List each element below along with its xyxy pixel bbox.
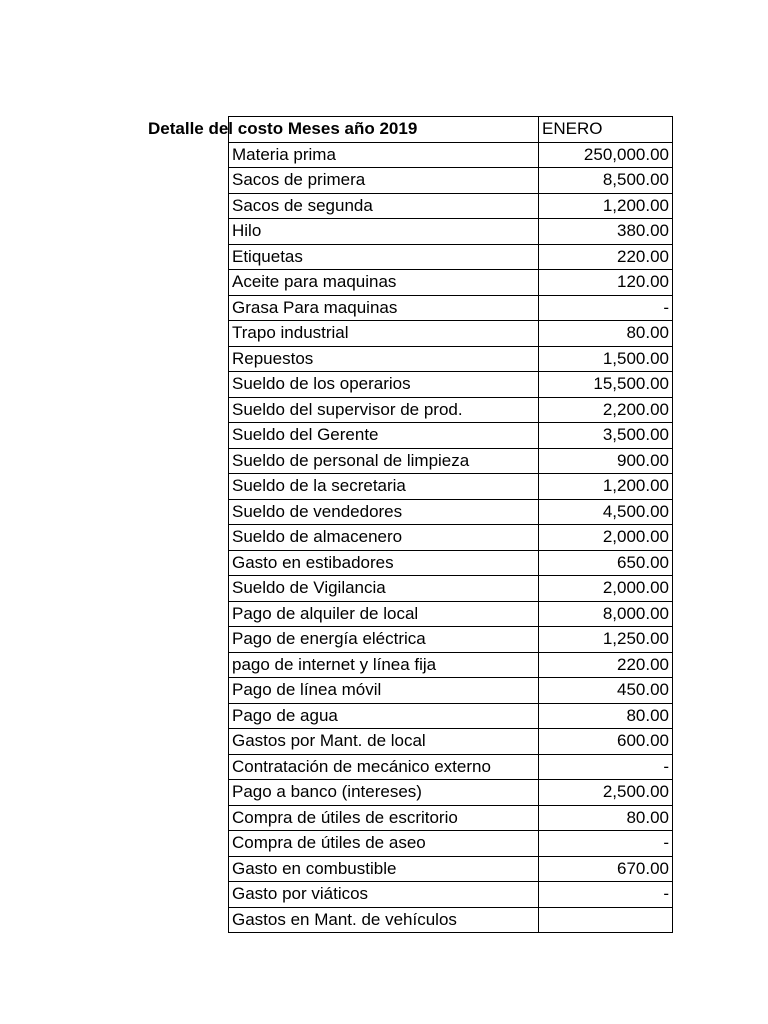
- table-row: [229, 780, 673, 806]
- row-value: 2,000.00: [539, 576, 673, 602]
- table-row: [229, 397, 673, 423]
- row-concept: Trapo industrial: [229, 321, 539, 347]
- row-value: 80.00: [539, 805, 673, 831]
- row-concept: Materia prima: [229, 142, 539, 168]
- row-value: 220.00: [539, 244, 673, 270]
- table-row: [229, 703, 673, 729]
- table-row: [229, 831, 673, 857]
- table-row: [229, 270, 673, 296]
- row-concept: Repuestos: [229, 346, 539, 372]
- row-value: 2,000.00: [539, 525, 673, 551]
- row-concept: Aceite para maquinas: [229, 270, 539, 296]
- table-row: [229, 652, 673, 678]
- table-row: [229, 627, 673, 653]
- row-value: 1,500.00: [539, 346, 673, 372]
- row-concept: Gasto por viáticos: [229, 882, 539, 908]
- row-concept: pago de internet y línea fija: [229, 652, 539, 678]
- row-value: 670.00: [539, 856, 673, 882]
- table-row: [229, 219, 673, 245]
- row-value: [539, 907, 673, 933]
- table-row: [229, 678, 673, 704]
- row-concept: Pago de energía eléctrica: [229, 627, 539, 653]
- row-concept: Pago de alquiler de local: [229, 601, 539, 627]
- row-concept: Sueldo del Gerente: [229, 423, 539, 449]
- table-row: [229, 499, 673, 525]
- row-value: 80.00: [539, 321, 673, 347]
- row-value: 900.00: [539, 448, 673, 474]
- table-row: [229, 576, 673, 602]
- table-row: [229, 321, 673, 347]
- row-value: 8,000.00: [539, 601, 673, 627]
- row-value: 15,500.00: [539, 372, 673, 398]
- table-row: [229, 372, 673, 398]
- row-value: 1,200.00: [539, 193, 673, 219]
- table-row: [229, 142, 673, 168]
- row-concept: Hilo: [229, 219, 539, 245]
- table-row: [229, 856, 673, 882]
- table-row: [229, 729, 673, 755]
- row-concept: Sueldo de almacenero: [229, 525, 539, 551]
- row-value: 600.00: [539, 729, 673, 755]
- row-concept: Pago a banco (intereses): [229, 780, 539, 806]
- table-row: [229, 474, 673, 500]
- page-title: Detalle del costo Meses año 2019: [148, 119, 418, 138]
- table-row: [229, 525, 673, 551]
- row-value: 8,500.00: [539, 168, 673, 194]
- table-body: [229, 142, 673, 933]
- row-value: 2,500.00: [539, 780, 673, 806]
- table-row: [229, 295, 673, 321]
- row-concept: Pago de agua: [229, 703, 539, 729]
- row-concept: Sueldo de personal de limpieza: [229, 448, 539, 474]
- row-value: 1,250.00: [539, 627, 673, 653]
- table-row: [229, 193, 673, 219]
- row-value: -: [539, 754, 673, 780]
- row-concept: Sueldo de los operarios: [229, 372, 539, 398]
- table-row: [229, 754, 673, 780]
- table-row: [229, 346, 673, 372]
- row-concept: Gastos en Mant. de vehículos: [229, 907, 539, 933]
- row-concept: Gastos por Mant. de local: [229, 729, 539, 755]
- row-concept: Sacos de primera: [229, 168, 539, 194]
- row-value: 250,000.00: [539, 142, 673, 168]
- row-concept: Gasto en combustible: [229, 856, 539, 882]
- row-concept: Compra de útiles de aseo: [229, 831, 539, 857]
- row-value: 380.00: [539, 219, 673, 245]
- row-concept: Sueldo de la secretaria: [229, 474, 539, 500]
- row-concept: Sueldo de vendedores: [229, 499, 539, 525]
- table-row: [229, 448, 673, 474]
- row-concept: Sueldo del supervisor de prod.: [229, 397, 539, 423]
- row-value: 650.00: [539, 550, 673, 576]
- row-value: 3,500.00: [539, 423, 673, 449]
- row-concept: Sueldo de Vigilancia: [229, 576, 539, 602]
- row-concept: Etiquetas: [229, 244, 539, 270]
- row-value: 4,500.00: [539, 499, 673, 525]
- table-row: [229, 550, 673, 576]
- table-header-row: [229, 117, 673, 143]
- header-blank-cell: [229, 117, 539, 143]
- row-concept: Gasto en estibadores: [229, 550, 539, 576]
- row-value: 80.00: [539, 703, 673, 729]
- table-row: [229, 601, 673, 627]
- row-value: 120.00: [539, 270, 673, 296]
- table-row: [229, 244, 673, 270]
- table-row: [229, 907, 673, 933]
- row-value: -: [539, 831, 673, 857]
- table-row: [229, 805, 673, 831]
- row-concept: Sacos de segunda: [229, 193, 539, 219]
- row-concept: Contratación de mecánico externo: [229, 754, 539, 780]
- table-row: [229, 882, 673, 908]
- cost-table: [228, 116, 673, 933]
- row-value: 1,200.00: [539, 474, 673, 500]
- row-value: -: [539, 882, 673, 908]
- row-value: 450.00: [539, 678, 673, 704]
- table-row: [229, 168, 673, 194]
- table-row: [229, 423, 673, 449]
- column-header-enero: ENERO: [539, 117, 673, 143]
- row-concept: Grasa Para maquinas: [229, 295, 539, 321]
- row-value: -: [539, 295, 673, 321]
- row-concept: Compra de útiles de escritorio: [229, 805, 539, 831]
- row-value: 2,200.00: [539, 397, 673, 423]
- row-concept: Pago de línea móvil: [229, 678, 539, 704]
- row-value: 220.00: [539, 652, 673, 678]
